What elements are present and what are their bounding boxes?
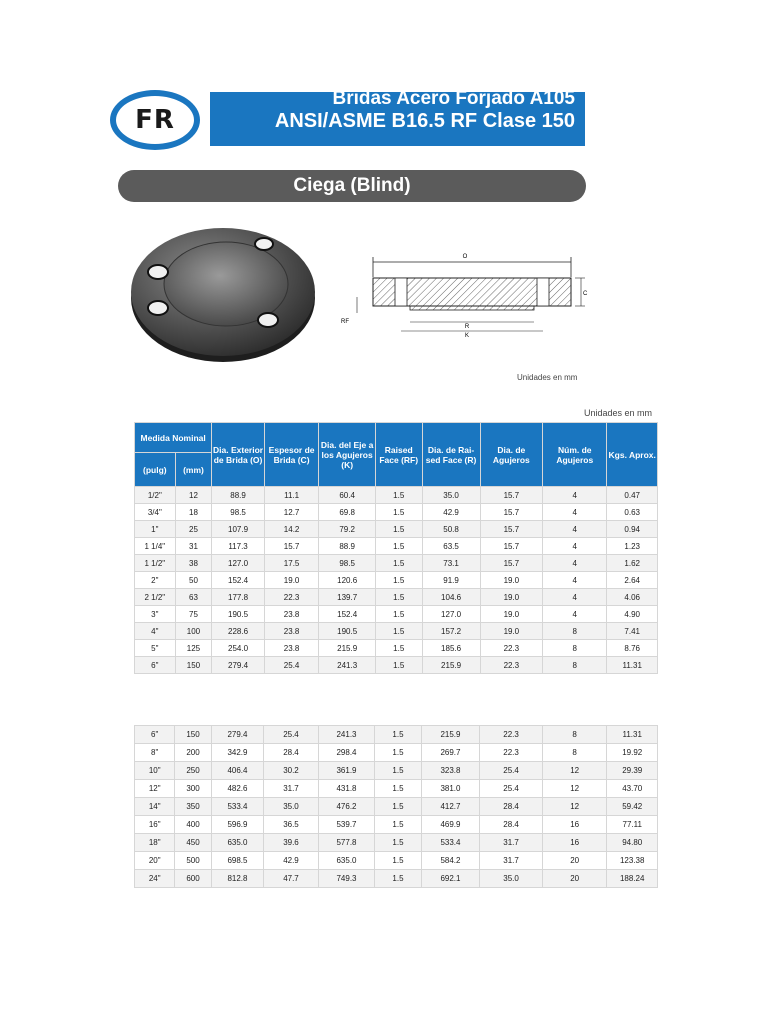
table-cell: 150 xyxy=(175,657,212,674)
table-cell: 400 xyxy=(175,816,211,834)
table-cell: 4 xyxy=(543,572,607,589)
table-cell: 28.4 xyxy=(480,798,543,816)
table-cell: 24" xyxy=(135,870,175,888)
table-cell: 15.7 xyxy=(480,504,542,521)
table-cell: 749.3 xyxy=(318,870,375,888)
table-cell: 12 xyxy=(542,780,607,798)
table-cell: 35.0 xyxy=(480,870,543,888)
table-cell: 19.0 xyxy=(264,572,319,589)
table-cell: 2.64 xyxy=(607,572,658,589)
table-row xyxy=(135,538,658,555)
table-cell: 152.4 xyxy=(319,606,376,623)
table-row xyxy=(135,555,658,572)
table-cell: 4.90 xyxy=(607,606,658,623)
header-dia-exterior: Dia. Exterior de Brida (O) xyxy=(212,423,265,487)
table-cell: 19.0 xyxy=(480,572,542,589)
table-cell: 215.9 xyxy=(422,657,480,674)
table-cell: 4 xyxy=(543,606,607,623)
table-cell: 5" xyxy=(135,640,176,657)
table-cell: 63.5 xyxy=(422,538,480,555)
table-cell: 431.8 xyxy=(318,780,375,798)
title-line2: ANSI/ASME B16.5 RF Clase 150 xyxy=(274,110,575,132)
table-cell: 2 1/2" xyxy=(135,589,176,606)
header-dia-raised-face: Dia. de Rai- sed Face (R) xyxy=(422,423,480,487)
table-cell: 63 xyxy=(175,589,212,606)
table-cell: 0.47 xyxy=(607,487,658,504)
table-cell: 18 xyxy=(175,504,212,521)
table-cell: 12 xyxy=(542,762,607,780)
header-pulg: (pulg) xyxy=(135,453,176,487)
table-row xyxy=(135,640,658,657)
table-row xyxy=(135,521,658,538)
table-cell: 185.6 xyxy=(422,640,480,657)
table-cell: 533.4 xyxy=(211,798,264,816)
table-cell: 1.5 xyxy=(375,538,422,555)
table-cell: 19.0 xyxy=(480,606,542,623)
table-cell: 22.3 xyxy=(480,657,542,674)
table-row xyxy=(135,572,658,589)
table-cell: 3/4" xyxy=(135,504,176,521)
table-cell: 190.5 xyxy=(212,606,265,623)
table-cell: 59.42 xyxy=(607,798,658,816)
table-cell: 15.7 xyxy=(480,521,542,538)
table-cell: 1.5 xyxy=(375,555,422,572)
table-cell: 279.4 xyxy=(211,726,264,744)
table-cell: 1 1/4" xyxy=(135,538,176,555)
table-cell: 1.5 xyxy=(375,726,421,744)
table-cell: 31.7 xyxy=(480,852,543,870)
table-cell: 1.5 xyxy=(375,834,421,852)
header-num-agujeros: Núm. de Agujeros xyxy=(543,423,607,487)
table-cell: 47.7 xyxy=(264,870,319,888)
table-cell: 29.39 xyxy=(607,762,658,780)
table-cell: 23.8 xyxy=(264,640,319,657)
table-cell: 1/2" xyxy=(135,487,176,504)
table-cell: 381.0 xyxy=(421,780,480,798)
company-logo xyxy=(110,90,200,150)
table-row xyxy=(135,623,658,640)
table-cell: 215.9 xyxy=(421,726,480,744)
table-cell: 241.3 xyxy=(318,726,375,744)
table-cell: 177.8 xyxy=(212,589,265,606)
table-cell: 8 xyxy=(542,726,607,744)
table-cell: 1.5 xyxy=(375,780,421,798)
table-cell: 30.2 xyxy=(264,762,319,780)
label-k: K xyxy=(464,333,470,339)
table-cell: 11.1 xyxy=(264,487,319,504)
table-cell: 25.4 xyxy=(264,726,319,744)
table-cell: 152.4 xyxy=(212,572,265,589)
table-cell: 269.7 xyxy=(421,744,480,762)
table-cell: 482.6 xyxy=(211,780,264,798)
table-cell: 1.5 xyxy=(375,744,421,762)
table-cell: 91.9 xyxy=(422,572,480,589)
flange-cross-section-drawing xyxy=(335,245,595,345)
table-cell: 279.4 xyxy=(212,657,265,674)
table-cell: 19.0 xyxy=(480,623,542,640)
section-title: Ciega (Blind) xyxy=(118,170,586,202)
table-cell: 596.9 xyxy=(211,816,264,834)
dimensions-table-part1 xyxy=(134,422,658,674)
label-o: O xyxy=(462,254,468,260)
table-cell: 20 xyxy=(542,852,607,870)
table-cell: 4" xyxy=(135,623,176,640)
table-cell: 533.4 xyxy=(421,834,480,852)
table-cell: 200 xyxy=(175,744,211,762)
table-cell: 8 xyxy=(543,640,607,657)
table-row xyxy=(135,798,658,816)
table-cell: 15.7 xyxy=(264,538,319,555)
table-cell: 79.2 xyxy=(319,521,376,538)
table-cell: 125 xyxy=(175,640,212,657)
table-cell: 406.4 xyxy=(211,762,264,780)
table-cell: 4 xyxy=(543,555,607,572)
table-cell: 22.3 xyxy=(480,744,543,762)
table-cell: 1.5 xyxy=(375,623,422,640)
table-cell: 22.3 xyxy=(264,589,319,606)
table-cell: 4 xyxy=(543,487,607,504)
table-cell: 584.2 xyxy=(421,852,480,870)
table-cell: 31.7 xyxy=(264,780,319,798)
table-cell: 15.7 xyxy=(480,555,542,572)
table-cell: 19.92 xyxy=(607,744,658,762)
table-row xyxy=(135,816,658,834)
table-cell: 4 xyxy=(543,521,607,538)
table-cell: 1.5 xyxy=(375,798,421,816)
table-cell: 6" xyxy=(135,726,175,744)
table-cell: 0.94 xyxy=(607,521,658,538)
table-cell: 250 xyxy=(175,762,211,780)
header-mm: (mm) xyxy=(175,453,212,487)
table-cell: 88.9 xyxy=(319,538,376,555)
table-cell: 300 xyxy=(175,780,211,798)
table-cell: 1.5 xyxy=(375,852,421,870)
label-rf: RF xyxy=(341,319,349,325)
table-cell: 31 xyxy=(175,538,212,555)
title-line1: Bridas Acero Forjado A105 xyxy=(332,88,575,109)
table-cell: 323.8 xyxy=(421,762,480,780)
header-raised-face: Raised Face (RF) xyxy=(375,423,422,487)
table-cell: 11.31 xyxy=(607,726,658,744)
table-row xyxy=(135,834,658,852)
table-cell: 23.8 xyxy=(264,623,319,640)
table-cell: 350 xyxy=(175,798,211,816)
table-cell: 36.5 xyxy=(264,816,319,834)
table-row xyxy=(135,589,658,606)
table-cell: 1.5 xyxy=(375,504,422,521)
table-cell: 539.7 xyxy=(318,816,375,834)
table-cell: 812.8 xyxy=(211,870,264,888)
table-cell: 0.63 xyxy=(607,504,658,521)
table-cell: 35.0 xyxy=(264,798,319,816)
table-cell: 25 xyxy=(175,521,212,538)
header-espesor: Espesor de Brida (C) xyxy=(264,423,319,487)
table-cell: 22.3 xyxy=(480,726,543,744)
table-cell: 7.41 xyxy=(607,623,658,640)
table-cell: 1.5 xyxy=(375,589,422,606)
table-row xyxy=(135,870,658,888)
table-cell: 14.2 xyxy=(264,521,319,538)
table-cell: 1.5 xyxy=(375,572,422,589)
table-cell: 14" xyxy=(135,798,175,816)
table-cell: 75 xyxy=(175,606,212,623)
table-cell: 98.5 xyxy=(212,504,265,521)
table-cell: 215.9 xyxy=(319,640,376,657)
title-banner xyxy=(210,88,585,146)
table-cell: 50 xyxy=(175,572,212,589)
table-cell: 635.0 xyxy=(318,852,375,870)
table-row xyxy=(135,744,658,762)
table-row xyxy=(135,780,658,798)
table-row xyxy=(135,657,658,674)
table-cell: 23.8 xyxy=(264,606,319,623)
table-cell: 361.9 xyxy=(318,762,375,780)
table-cell: 600 xyxy=(175,870,211,888)
table-cell: 77.11 xyxy=(607,816,658,834)
table-cell: 43.70 xyxy=(607,780,658,798)
table-cell: 8 xyxy=(542,744,607,762)
table-cell: 38 xyxy=(175,555,212,572)
table-cell: 100 xyxy=(175,623,212,640)
table-cell: 11.31 xyxy=(607,657,658,674)
blind-flange-photo xyxy=(128,222,318,364)
table-row xyxy=(135,762,658,780)
table-cell: 35.0 xyxy=(422,487,480,504)
table-cell: 6" xyxy=(135,657,176,674)
logo-text: FR xyxy=(135,105,175,135)
table-cell: 8 xyxy=(543,657,607,674)
table-cell: 635.0 xyxy=(211,834,264,852)
table-cell: 20" xyxy=(135,852,175,870)
table-cell: 1.5 xyxy=(375,657,422,674)
header-medida-nominal: Medida Nominal xyxy=(135,423,212,453)
units-label-table: Unidades en mm xyxy=(584,408,653,418)
label-r: R xyxy=(464,324,470,330)
table-cell: 188.24 xyxy=(607,870,658,888)
table-cell: 12.7 xyxy=(264,504,319,521)
table-cell: 1.5 xyxy=(375,816,421,834)
table-cell: 31.7 xyxy=(480,834,543,852)
label-c: C xyxy=(583,291,588,297)
table-cell: 4 xyxy=(543,538,607,555)
table-cell: 698.5 xyxy=(211,852,264,870)
table-cell: 12 xyxy=(175,487,212,504)
table-cell: 20 xyxy=(542,870,607,888)
table-cell: 1.5 xyxy=(375,870,421,888)
table-cell: 15.7 xyxy=(480,487,542,504)
table-cell: 18" xyxy=(135,834,175,852)
table-cell: 127.0 xyxy=(212,555,265,572)
table-cell: 8" xyxy=(135,744,175,762)
table-row xyxy=(135,726,658,744)
table-cell: 69.8 xyxy=(319,504,376,521)
table-cell: 104.6 xyxy=(422,589,480,606)
table-cell: 412.7 xyxy=(421,798,480,816)
table-cell: 4 xyxy=(543,589,607,606)
table-cell: 4 xyxy=(543,504,607,521)
table-cell: 1.5 xyxy=(375,606,422,623)
table-cell: 469.9 xyxy=(421,816,480,834)
table-cell: 450 xyxy=(175,834,211,852)
table-cell: 25.4 xyxy=(480,762,543,780)
table-row xyxy=(135,606,658,623)
table-cell: 28.4 xyxy=(264,744,319,762)
table-cell: 298.4 xyxy=(318,744,375,762)
table-cell: 228.6 xyxy=(212,623,265,640)
table-cell: 8.76 xyxy=(607,640,658,657)
table-cell: 16" xyxy=(135,816,175,834)
table-cell: 1" xyxy=(135,521,176,538)
table-row xyxy=(135,487,658,504)
table-cell: 42.9 xyxy=(264,852,319,870)
table-cell: 15.7 xyxy=(480,538,542,555)
table-cell: 577.8 xyxy=(318,834,375,852)
table-cell: 94.80 xyxy=(607,834,658,852)
table-cell: 157.2 xyxy=(422,623,480,640)
table-cell: 1 1/2" xyxy=(135,555,176,572)
table-cell: 73.1 xyxy=(422,555,480,572)
header-dia-agujeros: Dia. de Agujeros xyxy=(480,423,542,487)
table-cell: 1.5 xyxy=(375,762,421,780)
table-cell: 117.3 xyxy=(212,538,265,555)
table-cell: 476.2 xyxy=(318,798,375,816)
units-label-drawing: Unidades en mm xyxy=(517,373,578,382)
table-cell: 25.4 xyxy=(264,657,319,674)
table-cell: 1.62 xyxy=(607,555,658,572)
table-cell: 28.4 xyxy=(480,816,543,834)
table-cell: 12 xyxy=(542,798,607,816)
header-kgs: Kgs. Aprox. xyxy=(607,423,658,487)
table-cell: 88.9 xyxy=(212,487,265,504)
table-cell: 1.23 xyxy=(607,538,658,555)
table-cell: 17.5 xyxy=(264,555,319,572)
table-cell: 120.6 xyxy=(319,572,376,589)
header-dia-eje: Dia. del Eje a los Agujeros (K) xyxy=(319,423,376,487)
table-cell: 16 xyxy=(542,834,607,852)
table-cell: 3" xyxy=(135,606,176,623)
table-cell: 8 xyxy=(543,623,607,640)
table-cell: 254.0 xyxy=(212,640,265,657)
table-cell: 12" xyxy=(135,780,175,798)
table-cell: 500 xyxy=(175,852,211,870)
table-cell: 25.4 xyxy=(480,780,543,798)
dimensions-table-part2 xyxy=(134,725,658,888)
table-cell: 98.5 xyxy=(319,555,376,572)
table-cell: 127.0 xyxy=(422,606,480,623)
table-cell: 150 xyxy=(175,726,211,744)
table-cell: 42.9 xyxy=(422,504,480,521)
table-cell: 1.5 xyxy=(375,521,422,538)
table-cell: 2" xyxy=(135,572,176,589)
table-cell: 50.8 xyxy=(422,521,480,538)
table-cell: 692.1 xyxy=(421,870,480,888)
table-cell: 241.3 xyxy=(319,657,376,674)
table-cell: 190.5 xyxy=(319,623,376,640)
table-cell: 1.5 xyxy=(375,487,422,504)
table-row xyxy=(135,504,658,521)
table-cell: 342.9 xyxy=(211,744,264,762)
table-cell: 19.0 xyxy=(480,589,542,606)
table-cell: 139.7 xyxy=(319,589,376,606)
table-row xyxy=(135,852,658,870)
table-cell: 16 xyxy=(542,816,607,834)
table-cell: 39.6 xyxy=(264,834,319,852)
table-cell: 1.5 xyxy=(375,640,422,657)
table-cell: 4.06 xyxy=(607,589,658,606)
table-cell: 107.9 xyxy=(212,521,265,538)
table-cell: 22.3 xyxy=(480,640,542,657)
table-cell: 123.38 xyxy=(607,852,658,870)
table-cell: 10" xyxy=(135,762,175,780)
table-cell: 60.4 xyxy=(319,487,376,504)
